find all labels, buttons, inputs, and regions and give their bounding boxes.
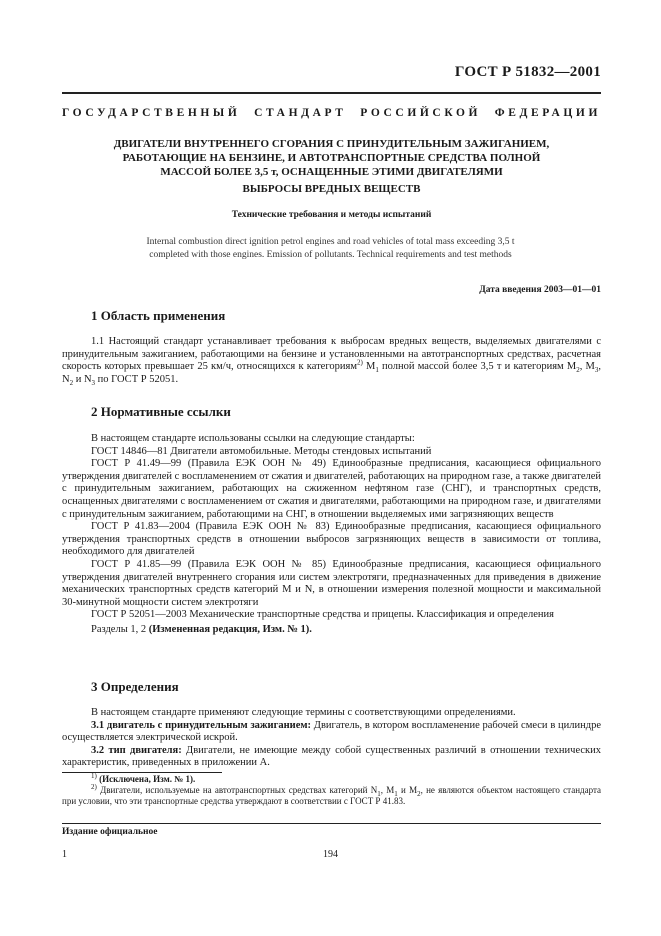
amendment-prefix: Разделы 1, 2 xyxy=(91,623,147,635)
section-3-body xyxy=(62,707,601,770)
page-number-center: 194 xyxy=(323,849,338,860)
section-1-paragraph xyxy=(62,336,601,386)
p1-m: М xyxy=(366,361,376,373)
section-1-heading: 1 Область применения xyxy=(91,308,226,323)
reference-gost-14846: ГОСТ 14846—81 Двигатели автомобильные. Методы стендовых испытаний xyxy=(91,445,432,457)
section-3-heading: 3 Определения xyxy=(91,679,179,694)
definition-term: 3.2 тип двигателя: xyxy=(91,744,182,756)
sub-subtitle: Технические требования и методы испытаний xyxy=(231,210,432,220)
fn2-sub: 2 xyxy=(417,789,421,798)
title-line-3: МАССОЙ БОЛЕЕ 3,5 т, ОСНАЩЕННЫЕ ЭТИМИ ДВИГАТЕЛЯМИ xyxy=(160,166,503,178)
p1-c1: , М xyxy=(579,361,595,373)
bottom-rule xyxy=(62,823,601,824)
definition-text: Двигатели, не имеющие между собой существенных различий в отношении технических характеристик, приведенных в приложении А. xyxy=(62,744,602,769)
section-2-intro: В настоящем стандарте использованы ссылки на следующие стандарты: xyxy=(91,433,415,444)
footnote-mark: 2) xyxy=(91,783,97,791)
english-title xyxy=(100,236,561,261)
definition-term: 3.1 двигатель с принудительным зажиганием: xyxy=(91,719,312,731)
fn2-sub: 1 xyxy=(394,789,398,798)
footnotes xyxy=(62,774,601,807)
p1-mid: полной массой более 3,5 т и категориям М xyxy=(378,361,577,373)
fn2-a: Двигатели, используемые на автотранспортных средствах категорий N xyxy=(100,785,378,795)
fn2-d: , не являются объектом настоящего стандарта при условии, что эти транспортные средства утверждают в соответствии с ГОСТ Р 41.83. xyxy=(62,785,602,806)
title-line-2: РАБОТАЮЩИЕ НА БЕНЗИНЕ, И АВТОТРАНСПОРТНЫЕ СРЕДСТВА ПОЛНОЙ xyxy=(122,152,541,164)
p1-sub: 2 xyxy=(69,378,74,387)
p1-and: и N xyxy=(73,373,92,385)
title-line-1: ДВИГАТЕЛИ ВНУТРЕННЕГО СГОРАНИЯ С ПРИНУДИТЕЛЬНЫМ ЗАЖИГАНИЕМ, xyxy=(113,138,550,150)
footnote-1-text: (Исключена, Изм. № 1). xyxy=(99,774,196,784)
edition-label: Издание официальное xyxy=(62,827,158,837)
fn2-b: , M xyxy=(380,785,395,795)
section-3-intro: В настоящем стандарте применяют следующие термины с соответствующими определениями. xyxy=(91,707,516,718)
page-number-left: 1 xyxy=(62,849,67,860)
reference-gost-41-49: ГОСТ Р 41.49—99 (Правила ЕЭК ООН № 49) Единообразные предписания, касающиеся официального утверждения двигателей с воспламенением от сжатия и двигателей, работающих на природном газе, а также двигателей с принудительным зажиганием, работающих на сжиженном нефтяном газе (СНГ), и транспортных средств, оснащенных двигателями с воспламенением от сжатия и двигателями, работающими на природном газе, и двигателями с принудительным зажиганием, работающими на СНГ, в отношении выделяемых ими загрязняющих веществ xyxy=(62,458,601,520)
p1-sub: 1 xyxy=(375,366,379,375)
definition-text: Двигатель, в котором воспламенение рабочей смеси в цилиндре осуществляется электрической искрой. xyxy=(62,719,601,744)
top-rule xyxy=(62,92,601,94)
p1-text: 1.1 Настоящий стандарт устанавливает требования к выбросам вредных веществ, выделяемых двигателями с принудительным зажиганием, работающими на бензине и установленными на автотранспортных средствах, расчетная скорость которых превышает 25 км/ч, относящихся к категориям xyxy=(62,336,601,373)
p1-sub: 2 xyxy=(576,366,580,375)
fn2-sub: 1 xyxy=(377,789,381,798)
footnote-1 xyxy=(62,774,601,785)
english-title-line-2: completed with those engines. Emission of pollutants. Technical requirements and test methods xyxy=(149,249,512,260)
definition-3-2 xyxy=(62,745,601,770)
section-1-body xyxy=(62,336,601,386)
main-title xyxy=(62,137,601,179)
p1-end: по ГОСТ Р 52051. xyxy=(95,373,179,385)
english-title-line-1: Internal combustion direct ignition petrol engines and road vehicles of total mass exceeding 3,5 t xyxy=(146,237,515,247)
p1-sub: 3 xyxy=(91,378,96,387)
amendment-note xyxy=(62,624,601,637)
footnote-2 xyxy=(62,785,601,807)
footnote-ref-2: 2) xyxy=(356,358,363,367)
amendment-bold: (Измененная редакция, Изм. № 1). xyxy=(148,623,312,635)
introduction-date: Дата введения 2003—01—01 xyxy=(479,285,601,295)
p1-sub: 3 xyxy=(594,366,599,375)
fn2-c: и M xyxy=(397,785,418,795)
section-2-heading: 2 Нормативные ссылки xyxy=(91,404,231,419)
reference-gost-41-85: ГОСТ Р 41.85—99 (Правила ЕЭК ООН № 85) Единообразные предписания, касающиеся официального утверждения двигателей внутреннего сгорания или систем электротяги, предназначенных для приведения в движение механических транспортных средств категорий М и N, в отношении измерения полезной мощности и максимальной 30-минутной мощности систем электротяги xyxy=(62,558,601,608)
section-2-body xyxy=(62,433,601,637)
definition-3-1 xyxy=(62,720,601,745)
standard-line: ГОСУДАРСТВЕННЫЙ СТАНДАРТ РОССИЙСКОЙ ФЕДЕРАЦИИ xyxy=(62,107,601,119)
reference-gost-52051: ГОСТ Р 52051—2003 Механические транспортные средства и прицепы. Классификация и определения xyxy=(91,609,554,621)
footnote-rule xyxy=(62,772,222,773)
p1-c2: , N xyxy=(62,361,601,385)
subtitle: ВЫБРОСЫ ВРЕДНЫХ ВЕЩЕСТВ xyxy=(242,183,421,195)
footnote-mark: 1) xyxy=(91,772,97,780)
reference-gost-41-83: ГОСТ Р 41.83—2004 (Правила ЕЭК ООН № 83) Единообразные предписания, касающиеся официального утверждения транспортных средств в отношении выбросов загрязняющих веществ в зависимости от топлива, необходимого для двигателей xyxy=(62,521,601,558)
document-code: ГОСТ Р 51832—2001 xyxy=(454,64,601,80)
